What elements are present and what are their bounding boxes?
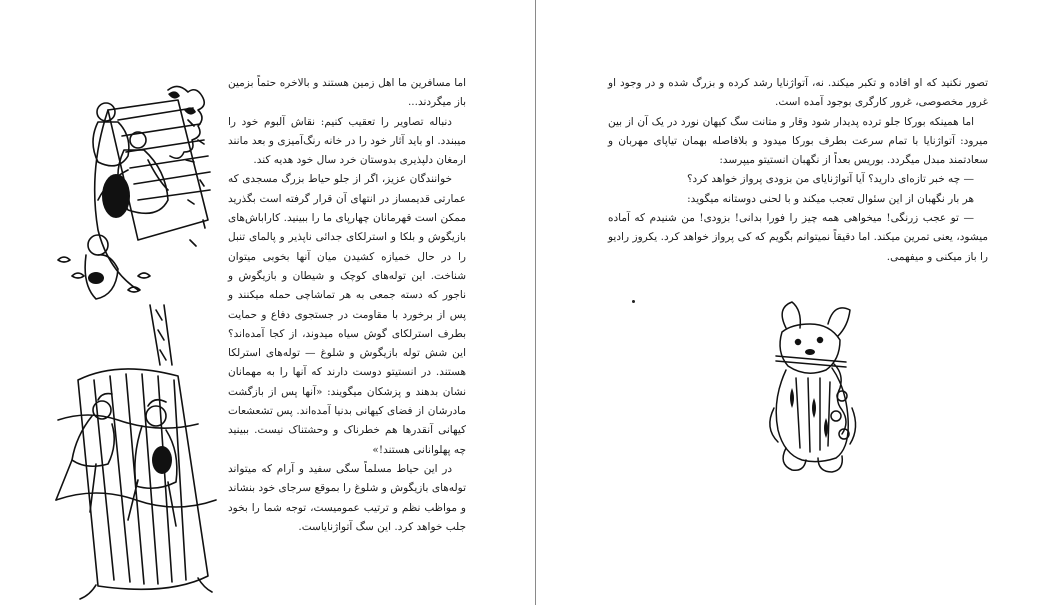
left-page-text: [228, 74, 466, 537]
paragraph: تصور نکنید که او افاده و تکبر میکند. نه، آتواژنایا رشد کرده و بزرگ شده و در وجود او غرور مخصوصی، غرور کارگری بوجود آمده است.: [608, 77, 988, 109]
right-page: [536, 0, 1063, 605]
park-bench-illustration: [38, 80, 228, 605]
paragraph: هر بار نگهبان از این سئوال تعجب میکند و با لحنی دوستانه میگوید:: [687, 192, 974, 205]
print-speck: [632, 300, 635, 303]
right-page-text: [608, 74, 988, 267]
paragraph: خوانندگان عزیز، اگر از جلو حیاط بزرگ مسجدی که عمارتی قدیمساز در انتهای آن قرار گرفته است بگذرید ممکن است قهرمانان چهارپای ما را ببینید. کاراباش‌های بازیگوش و بلکا و استرلکای جدائی ناپذیر و پالمای تنبل را در حال خمیازه کشیدن میان آنها بخوبی میتوان شناخت. این توله‌های کوچک و شیطان و بازیگوش و ناجور که دسته جمعی به هر تماشاچی حمله میکنند و پس از برخورد با مقاومت در جستجوی دفاع و حمایت بطرف استرلکای گوش سیاه میدوند، از کجا آمده‌اند؟ این شش توله بازیگوش و شلوغ — توله‌های استرلکا هستند. در انستیتو دوست دارند که آنها را به مهمانان نشان بدهند و پزشکان میگویند: «آنها پس از بازگشت مادرشان از فضای کیهانی بدنیا آمده‌اند. پس تشعشعات کیهانی آنقدرها هم خطرناک و وحشتناک نیست. ببینید چه پهلوانانی هستند!»: [228, 173, 466, 456]
dog-illustration: [756, 298, 868, 478]
paragraph: — تو عجب زرنگی! میخواهی همه چیز را فورا بدانی! بزودی! من شنیدم که آماده میشود، یعنی تمرین میکند. اما دقیقاً نمیتوانم بگویم که کی پرواز خواهد کرد. یکروز رادیو را باز میکنی و میفهمی.: [608, 212, 988, 263]
paragraph: در این حیاط مسلماً سگی سفید و آرام که میتواند توله‌های بازیگوش و شلوغ را بموقع سرجای خود بنشاند و مواظب نظم و ترتیب عمومیست، توجه شما را بخود جلب خواهد کرد. این سگ آتواژنایاست.: [228, 462, 466, 533]
paragraph: اما مسافرین ما اهل زمین هستند و بالاخره حتماً بزمین باز میگردند...: [228, 77, 466, 109]
paragraph: — چه خبر تازه‌ای دارید؟ آیا آتواژنایای من بزودی پرواز خواهد کرد؟: [686, 173, 974, 186]
paragraph: اما همینکه بورکا جلو ترده پدیدار شود وقار و متانت سگ کیهان نورد در یک آن از بین میرود: آتواژنایا با تمام سرعت بطرف بورکا میدود و بلافاصله بهمان تیاپای مهربان و سعادتمند مبدل میگردد. بوریس بعداً از نگهبان انستیتو میپرسد:: [608, 115, 988, 167]
paragraph: دنباله تصاویر را تعقیب کنیم: نقاش آلبوم خود را میبندد. او باید آثار خود را در خانه رنگ‌آمیزی و بعد مانند ارمغان دلپذیری بدوستان خرد سال خود هدیه کند.: [228, 115, 466, 167]
